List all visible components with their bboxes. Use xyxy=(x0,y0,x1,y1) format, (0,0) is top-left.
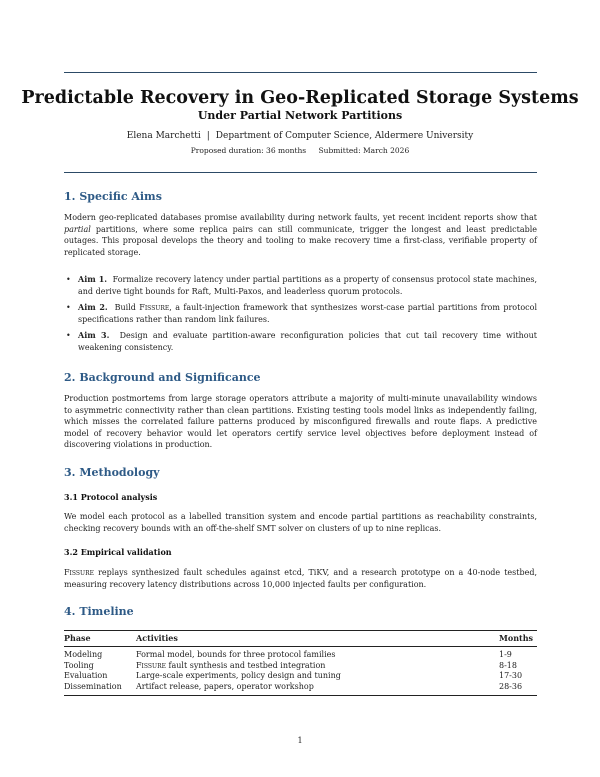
page-number: 1 xyxy=(297,736,303,745)
phase-cell: Tooling xyxy=(64,660,94,670)
aim-text: , a fault-injection framework that synthesizes worst-case partial partitions from protocol specifications rather than random link failures. xyxy=(78,303,538,324)
phase-cell: Modeling xyxy=(64,650,103,659)
aim-label: Aim 1. xyxy=(78,274,108,284)
phase-cell: Evaluation xyxy=(64,671,108,680)
validation-text: replays synthesized fault schedules against etcd, TiKV, and a research prototype on a 40-node testbed, measuring recovery latency distributions across 10,000 injected faults per configuration. xyxy=(64,568,537,589)
column-header-phase: Phase xyxy=(64,631,136,647)
intro-text-b: partitions, where some replica pairs can still communicate, trigger the longest and least predictable outages. This proposal develops the theory and tooling to make recovery time a first-class, verifiable property of replicated storage. xyxy=(64,224,537,257)
header-bottom-rule xyxy=(64,172,537,173)
document-subtitle: Under Partial Network Partitions xyxy=(197,109,403,122)
affiliation: Department of Computer Science, Aldermere University xyxy=(215,131,474,141)
document-title: Predictable Recovery in Geo-Replicated Storage Systems xyxy=(21,88,579,108)
aim-text: Design and evaluate partition-aware reconfiguration policies that cut tail recovery time without weakening consistency. xyxy=(78,331,537,352)
section-heading-timeline: 4. Timeline xyxy=(64,605,134,618)
aims-list xyxy=(64,274,537,358)
author-separator: | xyxy=(206,131,210,141)
timeline-table xyxy=(64,630,537,696)
table-row xyxy=(64,647,537,661)
section-heading-specific-aims: 1. Specific Aims xyxy=(64,190,162,203)
table-row xyxy=(64,661,537,672)
protocol-analysis-paragraph: We model each protocol as a labelled transition system and encode partial partitions as reachability constraints, checking recovery bounds with an off-the-shelf SMT solver on clusters of up to nine replicas. xyxy=(64,512,537,533)
author-line xyxy=(0,131,600,141)
months-cell: 17-30 xyxy=(499,671,523,680)
aim-item xyxy=(64,330,537,353)
author-name: Elena Marchetti xyxy=(126,131,201,141)
background-paragraph: Production postmortems from large storage operators attribute a majority of multi-minute unavailability windows to asymmetric connectivity rather than clean partitions. Existing testing tools model links as independently failing, which misses the correlated failure patterns produced by misconfigured firewalls and route flaps. A predictive model of recovery behavior would let operators certify service level objectives before deployment instead of discovering violations in production. xyxy=(64,394,537,449)
column-header-activities: Activities xyxy=(136,631,499,647)
section-heading-methodology: 3. Methodology xyxy=(64,466,160,479)
months-cell: 28-36 xyxy=(499,682,537,696)
activity-text: fault synthesis and testbed integration xyxy=(166,660,326,670)
activity-cell: Formal model, bounds for three protocol families xyxy=(136,650,336,659)
aim-label: Aim 3. xyxy=(78,330,110,340)
activity-cell: Large-scale experiments, policy design and tuning xyxy=(136,671,341,680)
activity-cell: Artifact release, papers, operator workshop xyxy=(136,682,499,696)
empirical-validation-paragraph xyxy=(64,567,537,590)
aim-item xyxy=(64,302,537,325)
column-header-months: Months xyxy=(499,631,537,647)
intro-text-a: Modern geo-replicated databases promise availability during network faults, yet recent incident reports show that xyxy=(64,213,537,222)
aim-item xyxy=(64,274,537,297)
activity-cell xyxy=(136,661,499,672)
subsection-heading-empirical-validation: 3.2 Empirical validation xyxy=(64,547,172,557)
proposed-duration: Proposed duration: 36 months xyxy=(190,146,307,155)
tool-name: Fissure xyxy=(136,660,166,670)
table-row xyxy=(64,682,537,696)
months-cell: 1-9 xyxy=(499,650,512,659)
tool-name: Fissure xyxy=(64,568,94,577)
submission-date: Submitted: March 2026 xyxy=(318,146,410,155)
months-cell: 8-18 xyxy=(499,660,517,670)
table-header-row xyxy=(64,631,537,647)
aim-text: Formalize recovery latency under partial partitions as a property of consensus protocol state machines, and derive tight bounds for Raft, Multi-Paxos, and leaderless quorum protocols. xyxy=(78,275,537,296)
specific-aims-intro xyxy=(64,212,537,258)
aim-label: Aim 2. xyxy=(78,302,108,312)
section-heading-background: 2. Background and Significance xyxy=(64,371,261,384)
intro-emphasis: partial xyxy=(64,224,91,234)
header-top-rule xyxy=(64,72,537,73)
tool-name: Fissure xyxy=(139,303,170,312)
table-row xyxy=(64,671,537,682)
aim-text: Build xyxy=(114,303,140,312)
subsection-heading-protocol-analysis: 3.1 Protocol analysis xyxy=(64,492,158,502)
proposal-meta xyxy=(0,146,600,155)
phase-cell: Dissemination xyxy=(64,682,136,696)
